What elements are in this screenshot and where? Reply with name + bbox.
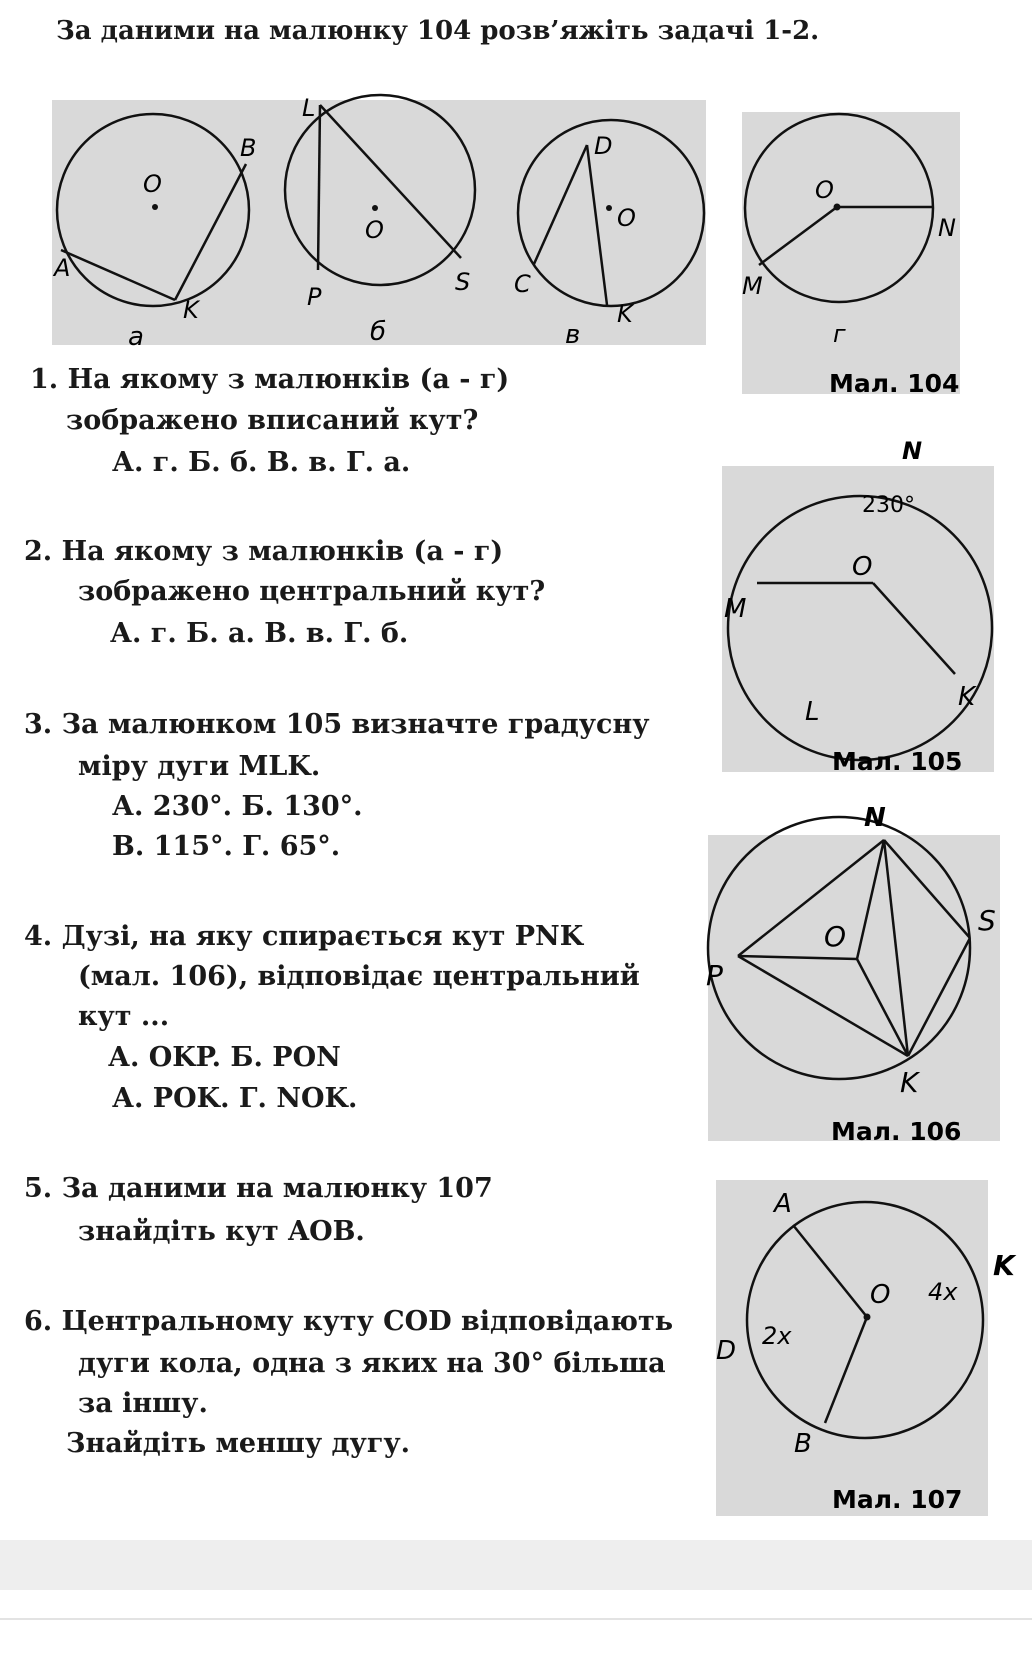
- fig107: [747, 1202, 983, 1438]
- fig104-title: Мал. 104: [829, 369, 960, 398]
- task3-question-line1: 3. За малюнком 105 визначте градусну: [24, 709, 650, 740]
- fig105-label-N: N: [902, 437, 923, 465]
- task5-question-line2: знайдіть кут AOB.: [78, 1216, 365, 1247]
- fig104-b-label-S: S: [455, 268, 471, 296]
- fig104-b-label-P: P: [307, 283, 322, 311]
- fig104-a-label-O: O: [143, 170, 162, 198]
- fig107-title: Мал. 107: [832, 1485, 963, 1514]
- task1-question-line2: зображено вписаний кут?: [66, 405, 479, 436]
- task6-question-line4: Знайдіть меншу дугу.: [66, 1428, 411, 1459]
- fig104-c-label-K: K: [617, 300, 633, 328]
- fig104-a-label-A: A: [54, 254, 71, 282]
- task2-answers: А. г. Б. а. В. в. Г. б.: [110, 618, 409, 649]
- fig106-label-K: K: [900, 1066, 919, 1099]
- fig105-label-O: O: [852, 552, 873, 582]
- fig107-radius-OA: [793, 1225, 867, 1317]
- fig104-b-label-L: L: [302, 94, 316, 122]
- task4-question-line3: кут ...: [78, 1001, 170, 1032]
- task4-answers-row2: А. POK. Г. NOK.: [112, 1083, 358, 1114]
- fig104-a-label-K: K: [183, 296, 199, 324]
- fig106-label-N: N: [864, 803, 886, 833]
- fig106-label-P: P: [706, 959, 723, 992]
- fig104-c-label-C: C: [514, 270, 531, 298]
- fig105-label-K: K: [958, 682, 976, 712]
- task4-question-line2: (мал. 106), відповідає центральний: [78, 961, 640, 992]
- fig107-arc-right: 4x: [928, 1278, 958, 1306]
- fig104-d-label-M: M: [742, 272, 763, 300]
- fig105-label-L: L: [805, 697, 820, 727]
- fig107-label-O: O: [870, 1280, 891, 1310]
- task2-question-line2: зображено центральний кут?: [78, 576, 546, 607]
- page-footer-divider: [0, 1618, 1032, 1620]
- task3-answers-row1: А. 230°. Б. 130°.: [112, 791, 363, 822]
- task1-question-line1: 1. На якому з малюнків (а - г): [30, 364, 510, 395]
- fig105-title: Мал. 105: [832, 747, 963, 776]
- fig104-d-label-N: N: [938, 214, 956, 242]
- fig107-label-B: B: [794, 1429, 812, 1459]
- fig107-label-K: K: [993, 1249, 1015, 1282]
- task1-answers: А. г. Б. б. В. в. Г. а.: [112, 447, 411, 478]
- fig104-c-caption: в: [565, 320, 581, 350]
- fig106-label-O: O: [824, 920, 847, 953]
- fig104-b-label-O: O: [365, 216, 384, 244]
- fig104-d-caption: г: [833, 320, 846, 348]
- fig104-a-label-B: B: [240, 134, 257, 162]
- fig106-title: Мал. 106: [831, 1117, 962, 1146]
- fig104-c-label-O: O: [617, 204, 636, 232]
- task3-answers-row2: В. 115°. Г. 65°.: [112, 831, 341, 862]
- page-footer-band: [0, 1540, 1032, 1590]
- fig106-label-S: S: [978, 904, 996, 937]
- fig107-radius-OB: [825, 1317, 867, 1423]
- fig107-label-A: A: [774, 1189, 792, 1219]
- fig104-a-caption: а: [128, 322, 144, 352]
- fig104-b-caption: б: [370, 317, 387, 347]
- fig105-label-M: M: [724, 594, 747, 624]
- fig107-center-dot: [864, 1314, 871, 1321]
- page-heading: За даними на малюнку 104 розв’яжіть задачі 1-2.: [56, 16, 820, 46]
- task6-question-line1: 6. Центральному куту COD відповідають: [24, 1306, 674, 1337]
- fig104-c-label-D: D: [594, 132, 613, 160]
- fig107-label-D: D: [716, 1336, 737, 1366]
- task6-question-line3: за іншу.: [78, 1388, 208, 1419]
- fig104-d-label-O: O: [815, 176, 834, 204]
- task5-question-line1: 5. За даними на малюнку 107: [24, 1173, 493, 1204]
- fig107-arc-left: 2x: [762, 1322, 792, 1350]
- task4-question-line1: 4. Дузі, на яку спирається кут PNK: [24, 921, 584, 952]
- task2-question-line1: 2. На якому з малюнків (а - г): [24, 536, 504, 567]
- task6-question-line2: дуги кола, одна з яких на 30° більша: [78, 1348, 666, 1379]
- task3-question-line2: міру дуги MLK.: [78, 751, 321, 782]
- task4-answers-row1: А. OKP. Б. PON: [108, 1042, 341, 1073]
- fig105-arc-label: 230°: [862, 493, 915, 518]
